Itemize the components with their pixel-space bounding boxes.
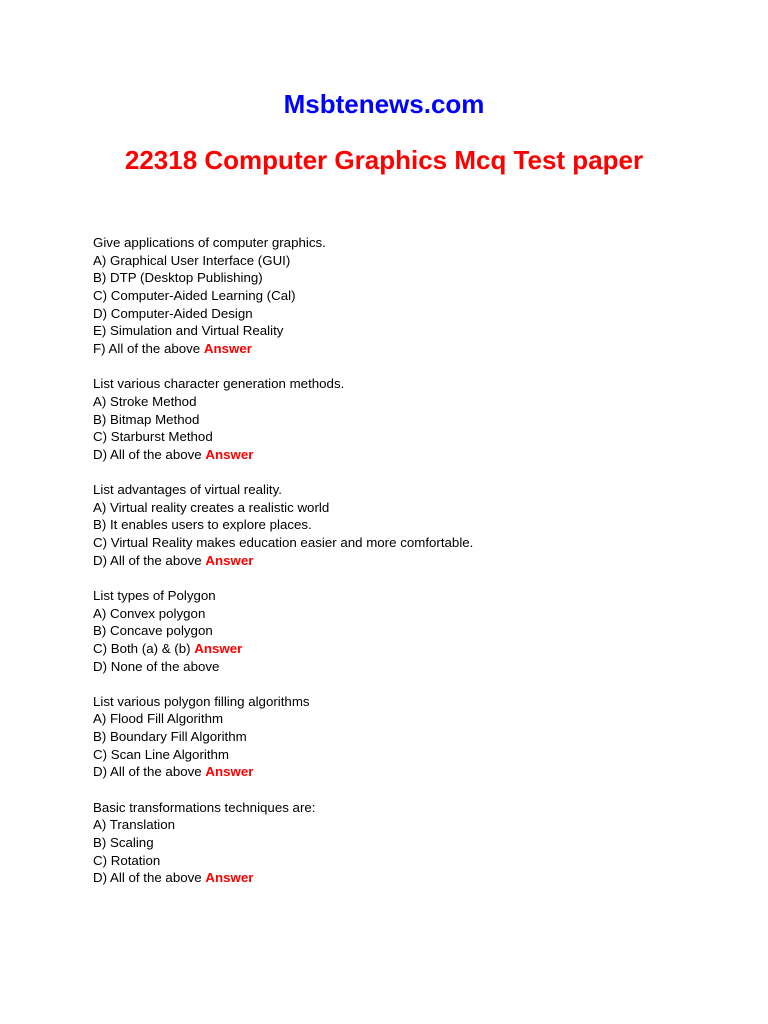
answer-option bbox=[93, 622, 713, 640]
answer-tag: Answer bbox=[203, 340, 252, 356]
answer-tag: Answer bbox=[194, 640, 243, 656]
answer-option bbox=[93, 340, 713, 358]
option-text: A) Virtual reality creates a realistic world bbox=[93, 499, 330, 515]
option-text: F) All of the above bbox=[93, 340, 201, 356]
answer-option bbox=[93, 393, 713, 411]
answer-option bbox=[93, 499, 713, 517]
option-text: D) All of the above bbox=[93, 764, 202, 780]
answer-option bbox=[93, 269, 713, 287]
answer-tag: Answer bbox=[205, 764, 254, 780]
option-text: C) Starburst Method bbox=[93, 429, 213, 445]
question-prompt: List various character generation methods. bbox=[93, 376, 345, 392]
option-text: C) Rotation bbox=[93, 852, 161, 868]
question-block bbox=[93, 375, 713, 463]
option-text: D) All of the above bbox=[93, 446, 202, 462]
question-block bbox=[93, 693, 713, 781]
answer-option bbox=[93, 640, 713, 658]
answer-tag: Answer bbox=[205, 446, 254, 462]
option-text: D) All of the above bbox=[93, 552, 202, 568]
answer-option bbox=[93, 763, 713, 781]
option-text: D) None of the above bbox=[93, 658, 220, 674]
question-list bbox=[93, 234, 713, 905]
answer-option bbox=[93, 869, 713, 887]
answer-option bbox=[93, 658, 713, 676]
answer-option bbox=[93, 605, 713, 623]
answer-option bbox=[93, 428, 713, 446]
question-prompt: List advantages of virtual reality. bbox=[93, 482, 282, 498]
document-title: 22318 Computer Graphics Mcq Test paper bbox=[124, 145, 644, 175]
option-text: A) Graphical User Interface (GUI) bbox=[93, 252, 291, 268]
answer-option bbox=[93, 446, 713, 464]
answer-option bbox=[93, 852, 713, 870]
option-text: B) Bitmap Method bbox=[93, 411, 200, 427]
answer-option bbox=[93, 287, 713, 305]
option-text: C) Computer-Aided Learning (Cal) bbox=[93, 287, 296, 303]
answer-option bbox=[93, 516, 713, 534]
answer-option bbox=[93, 305, 713, 323]
option-text: B) Scaling bbox=[93, 835, 154, 850]
question-prompt: List types of Polygon bbox=[93, 587, 216, 603]
answer-option bbox=[93, 834, 713, 852]
question-block bbox=[93, 587, 713, 675]
answer-option bbox=[93, 710, 713, 728]
option-text: C) Virtual Reality makes education easier and more comfortable. bbox=[93, 535, 474, 551]
option-text: E) Simulation and Virtual Reality bbox=[93, 323, 284, 339]
answer-option bbox=[93, 252, 713, 270]
site-title: Msbtenews.com bbox=[283, 89, 485, 119]
answer-option bbox=[93, 411, 713, 429]
answer-option bbox=[93, 322, 713, 340]
option-text: A) Translation bbox=[93, 817, 176, 833]
option-text: A) Stroke Method bbox=[93, 393, 197, 409]
question-prompt: Give applications of computer graphics. bbox=[93, 235, 326, 250]
answer-option bbox=[93, 728, 713, 746]
option-text: B) DTP (Desktop Publishing) bbox=[93, 270, 263, 286]
question-prompt: List various polygon filling algorithms bbox=[93, 693, 310, 709]
question-block bbox=[93, 234, 713, 358]
option-text: D) Computer-Aided Design bbox=[93, 305, 253, 321]
option-text: A) Convex polygon bbox=[93, 605, 206, 621]
answer-tag: Answer bbox=[205, 552, 254, 568]
answer-option bbox=[93, 816, 713, 834]
question-prompt: Basic transformations techniques are: bbox=[93, 799, 316, 815]
option-text: D) All of the above bbox=[93, 870, 202, 886]
answer-option bbox=[93, 534, 713, 552]
option-text: C) Both (a) & (b) bbox=[93, 640, 191, 656]
answer-option bbox=[93, 552, 713, 570]
option-text: B) Boundary Fill Algorithm bbox=[93, 729, 247, 745]
question-block bbox=[93, 481, 713, 569]
option-text: B) Concave polygon bbox=[93, 623, 213, 639]
question-block bbox=[93, 799, 713, 887]
answer-option bbox=[93, 746, 713, 764]
option-text: C) Scan Line Algorithm bbox=[93, 746, 229, 762]
option-text: B) It enables users to explore places. bbox=[93, 517, 312, 533]
answer-tag: Answer bbox=[205, 870, 254, 886]
option-text: A) Flood Fill Algorithm bbox=[93, 711, 224, 727]
